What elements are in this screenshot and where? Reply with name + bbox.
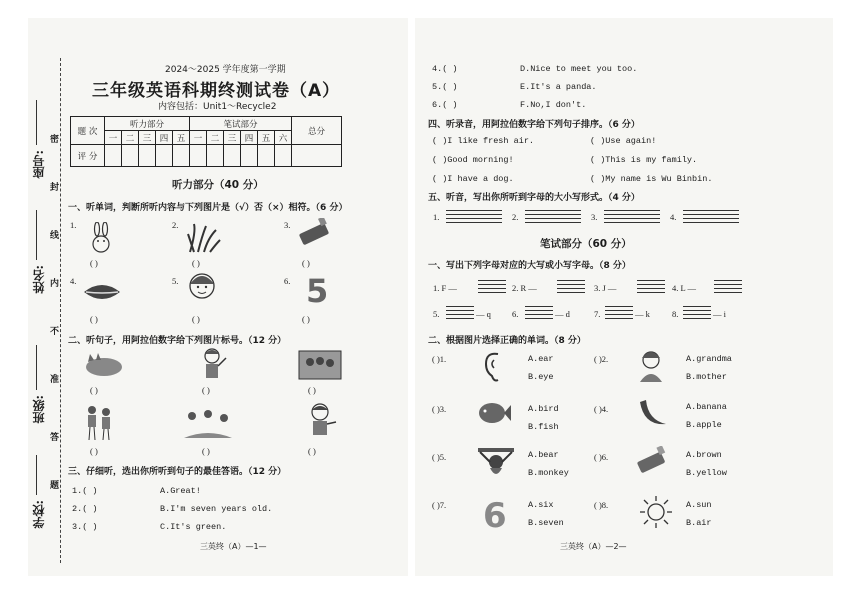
seal-word: 线 (50, 231, 60, 241)
answer-item[interactable]: 1.( ) (72, 486, 98, 496)
answer-bracket[interactable]: ( ) (90, 385, 98, 395)
answer-item[interactable]: 3.( ) (72, 522, 98, 532)
name-line (36, 210, 37, 260)
writing-lines[interactable] (557, 280, 585, 293)
svg-text:5: 5 (306, 272, 329, 306)
grass-icon (186, 222, 222, 254)
seal-word: 不 (50, 327, 60, 337)
answer-bracket[interactable]: ( ) (202, 385, 210, 395)
mouth-icon (82, 280, 122, 304)
answer-bracket[interactable]: ( ) (302, 258, 310, 268)
answer-item[interactable]: 4.( ) (432, 64, 458, 74)
item-number: 1. (70, 220, 77, 230)
letter-item: 6. (512, 309, 519, 319)
writing-lines[interactable] (525, 210, 581, 223)
page-footer: 三英终（A）—2— (560, 542, 627, 551)
number-five-icon (300, 272, 330, 306)
letter-item: 7. (594, 309, 601, 319)
letter-item: 4. L — (672, 283, 697, 293)
letter-item: — q (476, 309, 491, 319)
score-table-cell: 一 (105, 131, 122, 145)
letter-item: — d (555, 309, 570, 319)
exam-title: 三年级英语科期终测试卷（A） (92, 81, 341, 101)
name-label: 姓名: (32, 265, 46, 294)
score-cell[interactable] (173, 145, 190, 167)
option-b: B.apple (686, 420, 722, 430)
item-number: 3. (284, 220, 291, 230)
rabbit-icon (86, 222, 116, 254)
exam-scope: 内容包括：Unit1～Recycle2 (158, 102, 277, 112)
answer-bracket[interactable]: ( ) (90, 446, 98, 456)
written-heading: 笔试部分（60 分） (540, 238, 632, 250)
answer-bracket[interactable]: ( ) (90, 314, 98, 324)
seat-label: 座号: (32, 150, 46, 179)
answer-item[interactable]: 6.( ) (432, 100, 458, 110)
answer-item[interactable]: ( )7. (432, 500, 447, 510)
score-cell[interactable] (224, 145, 241, 167)
option-text: E.It's a panda. (520, 82, 597, 92)
score-cell[interactable] (258, 145, 275, 167)
family-photo-icon (298, 350, 342, 380)
listening-heading: 听力部分（40 分） (172, 179, 264, 191)
answer-item[interactable]: ( )4. (594, 404, 609, 414)
answer-item[interactable]: ( )8. (594, 500, 609, 510)
seal-word: 内 (50, 279, 60, 289)
seal-word: 题 (50, 481, 60, 491)
answer-bracket[interactable]: ( ) (308, 385, 316, 395)
order-item[interactable]: ( )Good morning! (432, 155, 514, 165)
item-number: 4. (70, 276, 77, 286)
seal-word: 准 (50, 375, 60, 385)
monkey-icon (476, 446, 516, 482)
item-number: 4. (670, 212, 677, 222)
writing-lines[interactable] (478, 280, 506, 293)
option-a: A.bird (528, 404, 559, 414)
letter-item: 8. (672, 309, 679, 319)
letter-item: 2. R — (512, 283, 537, 293)
fish-icon (476, 398, 512, 428)
section-title: 四、听录音，用阿拉伯数字给下列句子排序。（6 分） (428, 120, 640, 130)
section-title: 二、根据图片选择正确的单词。（8 分） (428, 336, 586, 346)
letter-item: 1. F — (433, 283, 457, 293)
answer-item[interactable]: ( )3. (432, 404, 447, 414)
score-cell[interactable] (207, 145, 224, 167)
section-title: 一、写出下列字母对应的大写或小写字母。（8 分） (428, 261, 631, 271)
option-a: A.sun (686, 500, 712, 510)
score-table-cell: 三 (139, 131, 156, 145)
answer-bracket[interactable]: ( ) (90, 258, 98, 268)
writing-lines[interactable] (714, 280, 742, 293)
option-b: B.seven (528, 518, 564, 528)
ear-icon (482, 350, 504, 384)
option-a: A.six (528, 500, 554, 510)
option-b: B.fish (528, 422, 559, 432)
score-cell[interactable] (190, 145, 207, 167)
option-text: D.Nice to meet you too. (520, 64, 638, 74)
item-number: 5. (172, 276, 179, 286)
children-icon (84, 404, 114, 442)
score-table-header: 听力部分 (105, 117, 190, 131)
score-table (70, 116, 342, 167)
number-six-icon (478, 494, 508, 532)
score-cell[interactable] (139, 145, 156, 167)
letter-item: 5. (433, 309, 440, 319)
option-a: A.ear (528, 354, 554, 364)
writing-lines[interactable] (446, 306, 474, 319)
option-text: F.No,I don't. (520, 100, 587, 110)
score-cell[interactable] (292, 145, 342, 167)
answer-item[interactable]: 2.( ) (72, 504, 98, 514)
seal-word: 密 (50, 135, 60, 145)
writing-lines[interactable] (525, 306, 553, 319)
order-item[interactable]: ( )This is my family. (590, 155, 698, 165)
option-text: B.I'm seven years old. (160, 504, 273, 514)
class-line (36, 345, 37, 390)
girl-face-icon (186, 270, 218, 304)
score-cell[interactable] (122, 145, 139, 167)
option-b: B.eye (528, 372, 554, 382)
score-table-header: 总分 (292, 117, 342, 145)
answer-item[interactable]: ( )5. (432, 452, 447, 462)
section-title: 五、听音，写出你所听到字母的大小写形式。（4 分） (428, 193, 640, 203)
option-a: A.brown (686, 450, 722, 460)
seal-line (60, 58, 61, 563)
boy-pointing-icon (304, 402, 338, 440)
item-number: 1. (433, 212, 440, 222)
score-table-cell: 一 (190, 131, 207, 145)
school-line (36, 455, 37, 495)
seat-line (36, 100, 37, 145)
score-table-header: 笔试部分 (190, 117, 292, 131)
answer-bracket[interactable]: ( ) (302, 314, 310, 324)
option-b: B.monkey (528, 468, 569, 478)
answer-item[interactable]: ( )6. (594, 452, 609, 462)
score-cell[interactable] (105, 145, 122, 167)
letter-item: — i (713, 309, 726, 319)
score-table-cell: 三 (224, 131, 241, 145)
score-table-header: 评 分 (71, 145, 105, 167)
writing-lines[interactable] (637, 280, 665, 293)
seal-word: 答 (50, 433, 60, 443)
order-item[interactable]: ( )Use again! (590, 136, 657, 146)
order-item[interactable]: ( )I like fresh air. (432, 136, 535, 146)
option-b: B.yellow (686, 468, 727, 478)
grandma-icon (634, 348, 668, 384)
score-cell[interactable] (275, 145, 292, 167)
writing-lines[interactable] (683, 210, 739, 223)
writing-lines[interactable] (605, 306, 633, 319)
option-a: A.grandma (686, 354, 732, 364)
item-number: 3. (591, 212, 598, 222)
score-table-cell: 四 (241, 131, 258, 145)
score-table-header: 题 次 (71, 117, 105, 145)
seal-word: 封 (50, 183, 60, 193)
answer-bracket[interactable]: ( ) (192, 314, 200, 324)
order-item[interactable]: ( )I have a dog. (432, 174, 514, 184)
option-b: B.air (686, 518, 712, 528)
option-a: A.banana (686, 402, 727, 412)
score-cell[interactable] (241, 145, 258, 167)
banana-icon (634, 396, 670, 430)
answer-bracket[interactable]: ( ) (202, 446, 210, 456)
class-label: 班级: (32, 395, 46, 424)
score-table-cell: 五 (173, 131, 190, 145)
sun-icon (638, 494, 674, 530)
page-two (415, 18, 833, 576)
writing-lines[interactable] (604, 210, 660, 223)
girl-waving-icon (196, 346, 228, 382)
school-label: 学校: (32, 500, 46, 529)
writing-lines[interactable] (683, 306, 711, 319)
option-text: C.It's green. (160, 522, 227, 532)
item-number: 2. (172, 220, 179, 230)
section-title: 二、听句子，用阿拉伯数字给下列图片标号。（12 分） (68, 336, 287, 346)
option-text: A.Great! (160, 486, 201, 496)
letter-item: — k (635, 309, 650, 319)
item-number: 2. (512, 212, 519, 222)
letter-item: 3. J — (594, 283, 617, 293)
option-a: A.bear (528, 450, 559, 460)
kids-playing-icon (182, 406, 234, 440)
paint-tube-icon (634, 446, 672, 478)
writing-lines[interactable] (446, 210, 502, 223)
order-item[interactable]: ( )My name is Wu Binbin. (590, 174, 713, 184)
score-table-cell: 二 (207, 131, 224, 145)
score-table-cell: 四 (156, 131, 173, 145)
section-title: 三、仔细听，选出你所听到句子的最佳答语。（12 分） (68, 467, 287, 477)
answer-bracket[interactable]: ( ) (308, 446, 316, 456)
section-title: 一、听单词，判断所听内容与下列图片是（√）否（×）相符。（6 分） (68, 203, 348, 213)
page-footer: 三英终（A）—1— (200, 542, 267, 551)
option-b: B.mother (686, 372, 727, 382)
paint-tube-icon (296, 218, 334, 250)
school-year: 2024～2025 学年度第一学期 (165, 65, 286, 75)
score-table-cell: 六 (275, 131, 292, 145)
answer-item[interactable]: ( )2. (594, 354, 609, 364)
score-table-cell: 五 (258, 131, 275, 145)
score-table-cell: 二 (122, 131, 139, 145)
cat-icon (82, 352, 124, 378)
answer-item[interactable]: ( )1. (432, 354, 447, 364)
item-number: 6. (284, 276, 291, 286)
answer-bracket[interactable]: ( ) (192, 258, 200, 268)
score-cell[interactable] (156, 145, 173, 167)
answer-item[interactable]: 5.( ) (432, 82, 458, 92)
svg-text:6: 6 (483, 496, 507, 532)
